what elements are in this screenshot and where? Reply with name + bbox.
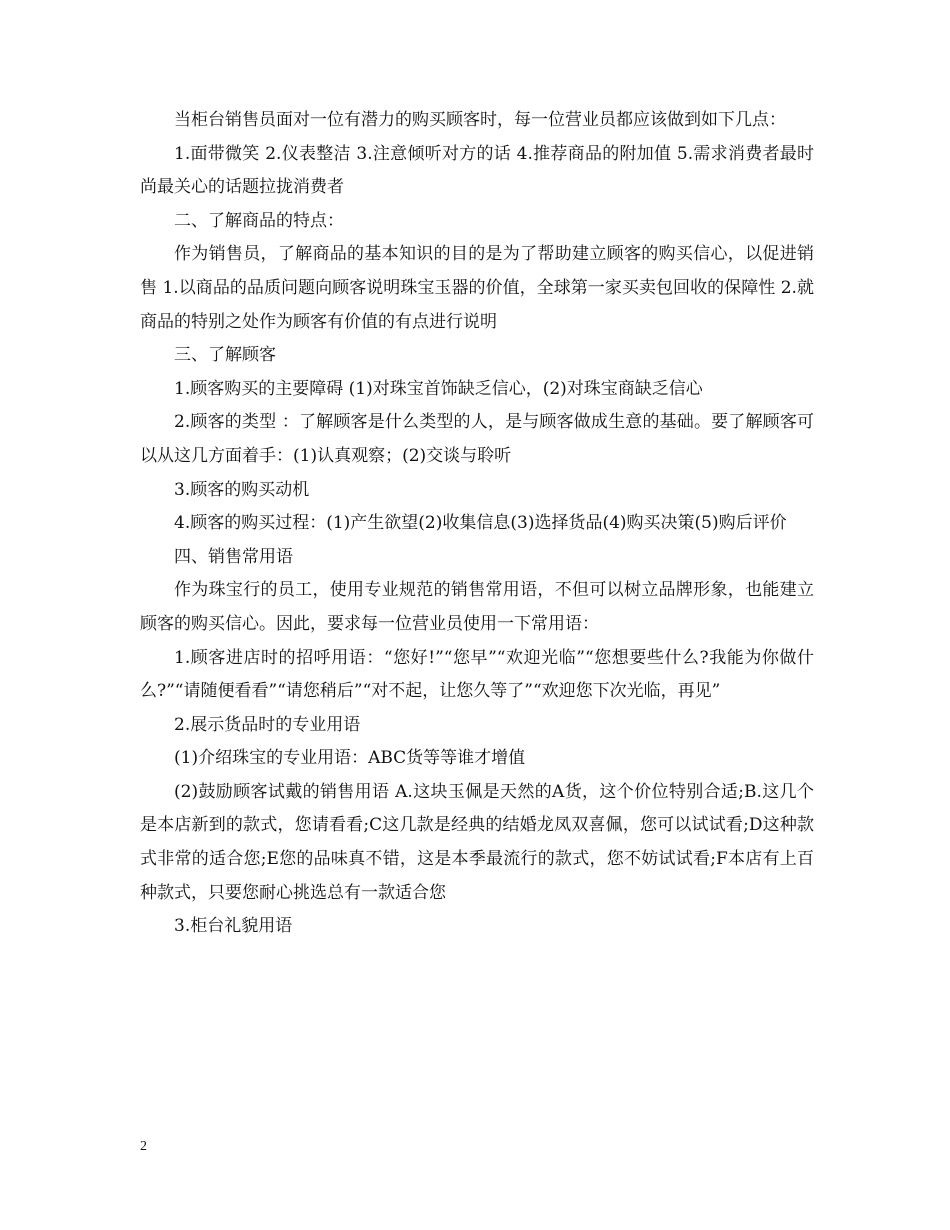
paragraph-display-phrases: 2.展示货品时的专业用语 bbox=[174, 714, 361, 735]
section-heading-customer: 三、了解顾客 bbox=[174, 345, 276, 366]
paragraph-purchase-process: 4.顾客的购买过程：(1)产生欲望(2)收集信息(3)选择货品(4)购买决策(5)购后评价 bbox=[174, 513, 787, 534]
paragraph-greeting-phrases: 1.顾客进店时的招呼用语：“您好!”“您早”“欢迎光临”“您想要些什么?我能为你做什么?”“请随便看看”“请您稍后”“对不起，让您久等了”“欢迎您下次光临，再见” bbox=[140, 647, 814, 702]
paragraph-service-points: 1.面带微笑 2.仪表整洁 3.注意倾听对方的话 4.推荐商品的附加值 5.需求消费者最时尚最关心的话题拉拢消费者 bbox=[140, 143, 814, 198]
paragraph-product-knowledge: 作为销售员，了解商品的基本知识的目的是为了帮助建立顾客的购买信心，以促进销售 1.以商品的品质问题向顾客说明珠宝玉器的价值，全球第一家买卖包回收的保障性 2.就商品的特别之处作为顾客有价值的有点进行说明 bbox=[140, 244, 814, 332]
paragraph-jewelry-terms: (1)介绍珠宝的专业用语：ABC货等等谁才增值 bbox=[174, 748, 526, 769]
paragraph-intro: 当柜台销售员面对一位有潜力的购买顾客时，每一位营业员都应该做到如下几点： bbox=[174, 110, 786, 130]
page-number: 2 bbox=[140, 1139, 147, 1154]
paragraph-counter-etiquette: 3.柜台礼貌用语 bbox=[174, 916, 293, 937]
paragraph-customer-obstacles: 1.顾客购买的主要障碍 (1)对珠宝首饰缺乏信心，(2)对珠宝商缺乏信心 bbox=[174, 378, 703, 399]
section-heading-phrases: 四、销售常用语 bbox=[174, 546, 293, 567]
paragraph-customer-motivation: 3.顾客的购买动机 bbox=[174, 479, 310, 500]
paragraph-customer-types: 2.顾客的类型 ：了解顾客是什么类型的人，是与顾客做成生意的基础。要了解顾客可以从这几方面着手：(1)认真观察；(2)交谈与聆听 bbox=[140, 412, 814, 466]
paragraph-phrases-intro: 作为珠宝行的员工，使用专业规范的销售常用语，不但可以树立品牌形象，也能建立顾客的购买信心。因此，要求每一位营业员使用一下常用语： bbox=[140, 580, 814, 634]
document-body bbox=[140, 104, 814, 944]
section-heading-product: 二、了解商品的特点： bbox=[174, 210, 344, 231]
paragraph-try-on-phrases: (2)鼓励顾客试戴的销售用语 A.这块玉佩是天然的A货，这个价位特别合适;B.这几个是本店新到的款式，您请看看;C这几款是经典的结婚龙凤双喜佩，您可以试试看;D这种款式非常的适合您;E您的品味真不错，这是本季最流行的款式，您不妨试试看;F本店有上百种款式，只要您耐心挑选总有一款适合您 bbox=[140, 781, 814, 903]
